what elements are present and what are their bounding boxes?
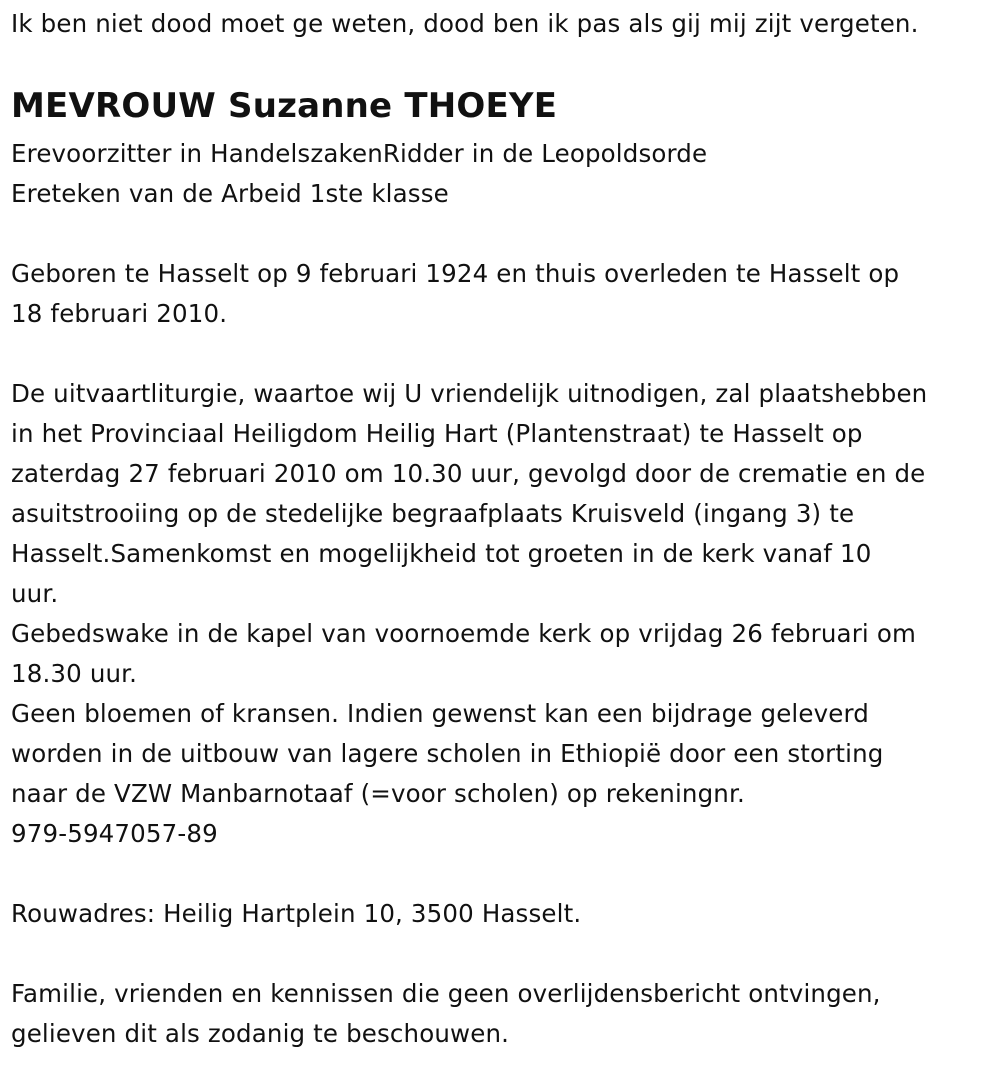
deceased-titles — [11, 134, 996, 214]
death-notice — [11, 4, 996, 1054]
spacer — [11, 334, 996, 374]
paragraph-line: 18.30 uur. — [11, 659, 138, 688]
account-number: 979-5947057-89 — [11, 819, 218, 848]
spacer — [11, 854, 996, 894]
paragraph-line: zaterdag 27 februari 2010 om 10.30 uur, gevolgd door de crematie en de — [11, 459, 926, 488]
mourning-address: Rouwadres: Heilig Hartplein 10, 3500 Hasselt. — [11, 899, 582, 928]
paragraph-line: Familie, vrienden en kennissen die geen overlijdensbericht ontvingen, — [11, 979, 881, 1008]
spacer — [11, 934, 996, 974]
paragraph-line: in het Provinciaal Heiligdom Heilig Hart (Plantenstraat) te Hasselt op — [11, 419, 863, 448]
paragraph-line: asuitstrooiing op de stedelijke begraafplaats Kruisveld (ingang 3) te — [11, 499, 855, 528]
paragraph-line: 18 februari 2010. — [11, 299, 228, 328]
paragraph-line: Geen bloemen of kransen. Indien gewenst kan een bijdrage geleverd — [11, 699, 869, 728]
title-line: Ereteken van de Arbeid 1ste klasse — [11, 179, 449, 208]
deceased-name: MEVROUW Suzanne THOEYE — [11, 86, 558, 126]
paragraph-line: naar de VZW Manbarnotaaf (=voor scholen) op rekeningnr. — [11, 779, 745, 808]
paragraph-line: Hasselt.Samenkomst en mogelijkheid tot groeten in de kerk vanaf 10 — [11, 539, 872, 568]
ceremony-paragraph — [11, 374, 996, 854]
paragraph-line: Gebedswake in de kapel van voornoemde kerk op vrijdag 26 februari om — [11, 619, 916, 648]
title-line: Erevoorzitter in HandelszakenRidder in de Leopoldsorde — [11, 139, 708, 168]
paragraph-line: uur. — [11, 579, 59, 608]
spacer — [11, 214, 996, 254]
birth-death-paragraph — [11, 254, 996, 334]
paragraph-line: worden in de uitbouw van lagere scholen in Ethiopië door een storting — [11, 739, 884, 768]
opening-quote: Ik ben niet dood moet ge weten, dood ben ik pas als gij mij zijt vergeten. — [11, 9, 919, 38]
paragraph-line: Geboren te Hasselt op 9 februari 1924 en thuis overleden te Hasselt op — [11, 259, 900, 288]
closing-paragraph — [11, 974, 996, 1054]
paragraph-line: gelieven dit als zodanig te beschouwen. — [11, 1019, 510, 1048]
paragraph-line: De uitvaartliturgie, waartoe wij U vriendelijk uitnodigen, zal plaatshebben — [11, 379, 928, 408]
